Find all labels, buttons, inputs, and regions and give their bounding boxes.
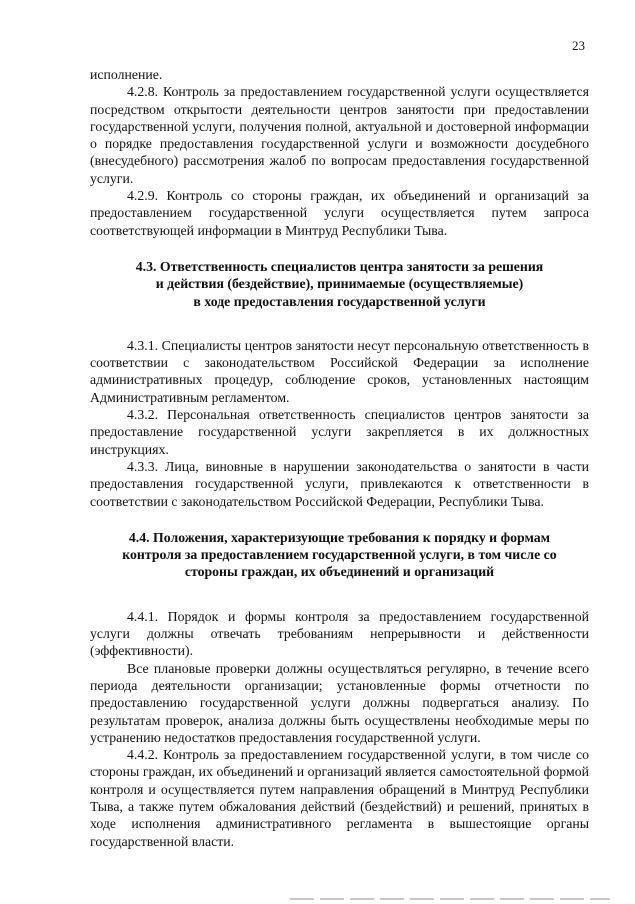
paragraph-4-3-1: 4.3.1. Специалисты центров занятости несут персональную ответственность в соответствии с законодательством Российской Федерации за исполнение административных процедур, соблюдение сроков, установленных настоящим Административным регламентом. xyxy=(90,337,589,405)
paragraph-4-2-8: 4.2.8. Контроль за предоставлением государственной услуги осуществляется посредством открытости деятельности центров занятости при предоставлении государственной услуги, получения полной, актуальной и достоверной информации о порядке предоставления государственной услуги и возможности досудебного (внесудебного) рассмотрения жалоб по вопросам предоставления государственной услуги. xyxy=(90,84,589,186)
page-number: 23 xyxy=(572,38,585,53)
heading-line: 4.4. Положения, характеризующие требования к порядку и формам xyxy=(128,529,551,545)
section-heading-4-4 xyxy=(90,529,589,581)
paragraph-4-4-2: 4.4.2. Контроль за предоставлением государственной услуги, в том числе со стороны граждан, их объединений и организаций является самостоятельной формой контроля и осуществляется путем направления обращений в Минтруд Республики Тыва, а также путем обжалования действий (бездействий) и решений, принятых в ходе исполнения административного регламента в вышестоящие органы государственной власти. xyxy=(90,747,589,849)
bottom-scan-rule xyxy=(290,898,610,900)
section-heading-4-3 xyxy=(90,258,589,310)
document-body xyxy=(90,66,589,850)
paragraph-4-3-2: 4.3.2. Персональная ответственность специалистов центров занятости за предоставление государственной услуги закрепляется в их должностных инструкциях. xyxy=(90,407,589,457)
heading-line: и действия (бездействие), принимаемые (осуществляемые) xyxy=(155,276,524,292)
paragraph-4-4-1: 4.4.1. Порядок и формы контроля за предоставлением государственной услуги должны отвечать требованиям непрерывности и действенности (эффективности). xyxy=(90,608,589,659)
heading-line: 4.3. Ответственность специалистов центра занятости за решения xyxy=(135,258,544,274)
paragraph-continuation: исполнение. xyxy=(90,67,163,82)
paragraph-4-2-9: 4.2.9. Контроль со стороны граждан, их объединений и организаций за предоставлением государственной услуги осуществляется путем запроса соответствующей информации в Минтруд Республики Тыва. xyxy=(90,188,589,238)
heading-line: контроля за предоставлением государственной услуги, в том числе со xyxy=(122,547,557,563)
heading-line: стороны граждан, их объединений и организаций xyxy=(184,564,495,580)
paragraph-4-3-3: 4.3.3. Лица, виновные в нарушении законодательства о занятости в части предоставления государственной услуги, привлекаются к ответственности в соответствии с законодательством Российской Федерации, Республики Тыва. xyxy=(90,458,589,509)
paragraph-planned-inspections: Все плановые проверки должны осуществляться регулярно, в течение всего периода деятельности организации; установленные формы отчетности по предоставлению государственной услуги должны подвергаться анализу. По результатам проверок, анализа должны быть осуществлены необходимые меры по устранению недостатков предоставления государственной услуги. xyxy=(90,660,589,745)
heading-line: в ходе предоставления государственной услуги xyxy=(193,293,486,309)
